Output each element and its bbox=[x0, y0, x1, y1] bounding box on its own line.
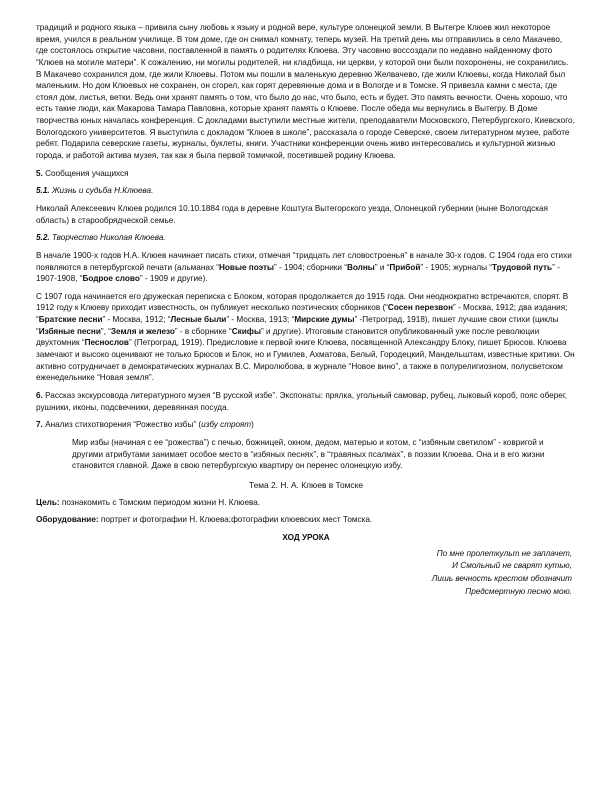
text-run: С 1907 года начинается его дружеская переписка с Блоком, которая продолжается до 1915 года. Они неоднократно встречаются, спорят. В 1912 году к Клюеву приходит известность, он публикует несколько поэтических сборников (“ bbox=[36, 291, 569, 313]
section-7-italic: избу строят bbox=[201, 420, 252, 430]
section-6-text: Рассказ экскурсовода литературного музея “В русской избе”. Экспонаты: прялка, угольный самовар, рубец, лыковый короб, пояс оберег, рушники, иконы, подсвечники, деревянная посуда. bbox=[36, 390, 568, 412]
goal-text: познакомить с Томским периодом жизни Н. Клюева. bbox=[59, 497, 261, 507]
epigraph-poem bbox=[36, 548, 576, 599]
text-run: В начале 1900-х годов Н.А. Клюев начинает писать стихи, отмечая “тридцать лет словостроенья” в начале 30-х годов. С 1904 года его стихи появляются в петербургской печати (альманах “ bbox=[36, 250, 572, 272]
collection-title: Сосен перезвон bbox=[387, 303, 454, 313]
paragraph-1907 bbox=[36, 291, 576, 384]
section-7-close: ) bbox=[251, 420, 254, 430]
text-run: ” и другие). Итоговым становится опубликованный уже после революции двухтомник “ bbox=[36, 326, 540, 348]
collection-title: Братские песни bbox=[38, 315, 103, 325]
cycle-title: Земля и железо bbox=[110, 326, 175, 336]
bio-paragraph: Николай Алексеевич Клюев родился 10.10.1884 года в деревне Коштуга Вытегорского уезда, Олонецкой губернии (ныне Вологодская область) в старообрядческой семье. bbox=[36, 203, 548, 225]
poem-line: И Смольный не сварят кутью, bbox=[452, 561, 572, 571]
text-run: ” - 1904; сборники “ bbox=[274, 262, 347, 272]
section-5-heading bbox=[36, 168, 576, 180]
collection-title: Волны bbox=[346, 262, 375, 272]
almanac-title: Новые поэты bbox=[219, 262, 275, 272]
section-5-1-number: 5.1. bbox=[36, 186, 50, 196]
collection-title: Прибой bbox=[389, 262, 421, 272]
journal-title: Бодрое слово bbox=[82, 274, 140, 284]
section-7-text: Анализ стихотворения “Рожество избы” ( bbox=[42, 420, 202, 430]
section-6-number: 6. bbox=[36, 390, 43, 400]
section-5-2-heading bbox=[36, 232, 576, 244]
text-run: ” - 1905; журналы “ bbox=[420, 262, 493, 272]
goal-label: Цель: bbox=[36, 497, 60, 507]
section-7-number: 7. bbox=[36, 420, 43, 430]
section-6 bbox=[36, 390, 576, 413]
section-5-number: 5. bbox=[36, 168, 43, 178]
text-run: ” - 1907-1908, “ bbox=[36, 262, 560, 284]
goal-line bbox=[36, 497, 576, 509]
poem-line: Лишь вечность крестом обозначит bbox=[431, 574, 572, 584]
text-run: ” - Москва, 1913; “ bbox=[226, 315, 295, 325]
equipment-label: Оборудование: bbox=[36, 515, 99, 525]
text-run: ” - в сборнике “ bbox=[174, 326, 232, 336]
poem-line: Предсмертную песню мою. bbox=[465, 586, 572, 596]
section-5-2-number: 5.2. bbox=[36, 233, 50, 243]
cycle-title: Избяные песни bbox=[38, 326, 101, 336]
text-run: ” (Петроград, 1919). Предисловие к первой книге Клюева, посвященной Александру Блоку, пишет Брюсов. Клюева замечают и высоко оценивают не только Брюсов и Блок, но и Гумилев, Ахматова, Белый, Городецкий, Мандельштам, известные критики. Он активно сотрудничает в демократических журналах В.С. Миролюбова, в журнале “Новое вино”, а также в полурелигиозном, полусветском еженедельнике “Новая земля”. bbox=[36, 338, 575, 383]
topic-title: Тема 2. Н. А. Клюев в Томске bbox=[248, 479, 364, 490]
collection-title: Мирские думы bbox=[294, 315, 355, 325]
section-5-1-heading bbox=[36, 185, 576, 197]
poem-line: По мне пролеткульт не заплачет, bbox=[436, 548, 572, 558]
section-5-1-title: Жизнь и судьба Н.Клюева. bbox=[49, 186, 154, 196]
equipment-line bbox=[36, 514, 576, 526]
section-5-text: Сообщения учащихся bbox=[42, 168, 129, 178]
equipment-text: портрет и фотографии Н. Клюева;фотографии клюевских мест Томска. bbox=[98, 515, 373, 525]
text-run: ” и “ bbox=[374, 262, 390, 272]
section-7 bbox=[36, 419, 576, 431]
lesson-heading: ХОД УРОКА bbox=[282, 532, 330, 542]
text-run: ” - 1909 и другие). bbox=[139, 274, 208, 284]
collection-title: Лесные были bbox=[170, 315, 227, 325]
izba-paragraph: Мир избы (начиная с ее “рожества”) с печью, божницей, окном, дедом, матерью и котом, с “избяным светилом” - ковригой и другими атрибутами занимает особое место в “избяных песнях”, в “травяных псалмах”, в поэзии Клюева. Она и в его жизни становится главной. Даже в свою петербургскую квартиру он перенес олонецкую избу. bbox=[72, 437, 545, 471]
section-5-2-title: Творчество Николая Клюева. bbox=[49, 233, 166, 243]
text-run: ” -Петроград, 1918), пишет лучшие свои стихи (циклы “ bbox=[36, 315, 559, 336]
collection-title: Скифы bbox=[231, 326, 261, 336]
text-run: ” - Москва, 1912; два издания; “ bbox=[36, 303, 568, 325]
intro-paragraph: традиций и родного языка – привила сыну любовь к языку и родной вере, культуре олонецкой земли. В Вытегре Клюев жил некоторое время, учился в реальном училище. В том доме, где он снимал комнату, теперь музей. На третий день мы отправились в село Макачево, где состоялось открытие часовни, поставленной в память о родителях Клюева. Эту часовню воссоздали по недавно найденному фото “Клюев на могиле матери”. К сожалению, ни могилы родителей, ни кладбища, ни церкви, у которой они были похоронены, не сохранились. В Макачево сохранился дом, где жили Клюевы. Потом мы пошли в маленькую деревню Желвачево, где жили Клюевы, когда Николай был маленьким. Но дом Клюевых не сохранен, он сгорел, как горят деревянные дома и в Вологде и в Томске. Я привезла камни с места, где стоял дом, листья, ветки. Ведь они хранят память о том, что было до нас, что было, есть и будет. Это память вечности. Очень хорошо, что есть такие люди, как Макарова Тамара Павловна, которые хранят память о Клюеве. После обеда мы вернулись в Вытегру. В Доме творчества юных началась конференция. С докладами выступили местные жители, преподаватели Московского, Петербургского, Киевского, Вологодского университетов. Я выступила с докладом “Клюев в школе”, рассказала о городе Северске, своем литературном музее, работе ребят. Подарила северские газеты, журналы, буклеты, книги. Участники конференции очень живо интересовались и культурной жизнью города, и работой актива музея, так как я была первой томичкой, посетившей родину Клюева. bbox=[36, 23, 575, 161]
text-run: ” - Москва, 1912; “ bbox=[102, 315, 171, 325]
collection-title: Песнослов bbox=[84, 338, 129, 348]
journal-title: Трудовой путь bbox=[492, 262, 553, 272]
text-run: ”, “ bbox=[100, 326, 111, 336]
document-page bbox=[36, 22, 576, 598]
paragraph-1900s bbox=[36, 250, 576, 285]
